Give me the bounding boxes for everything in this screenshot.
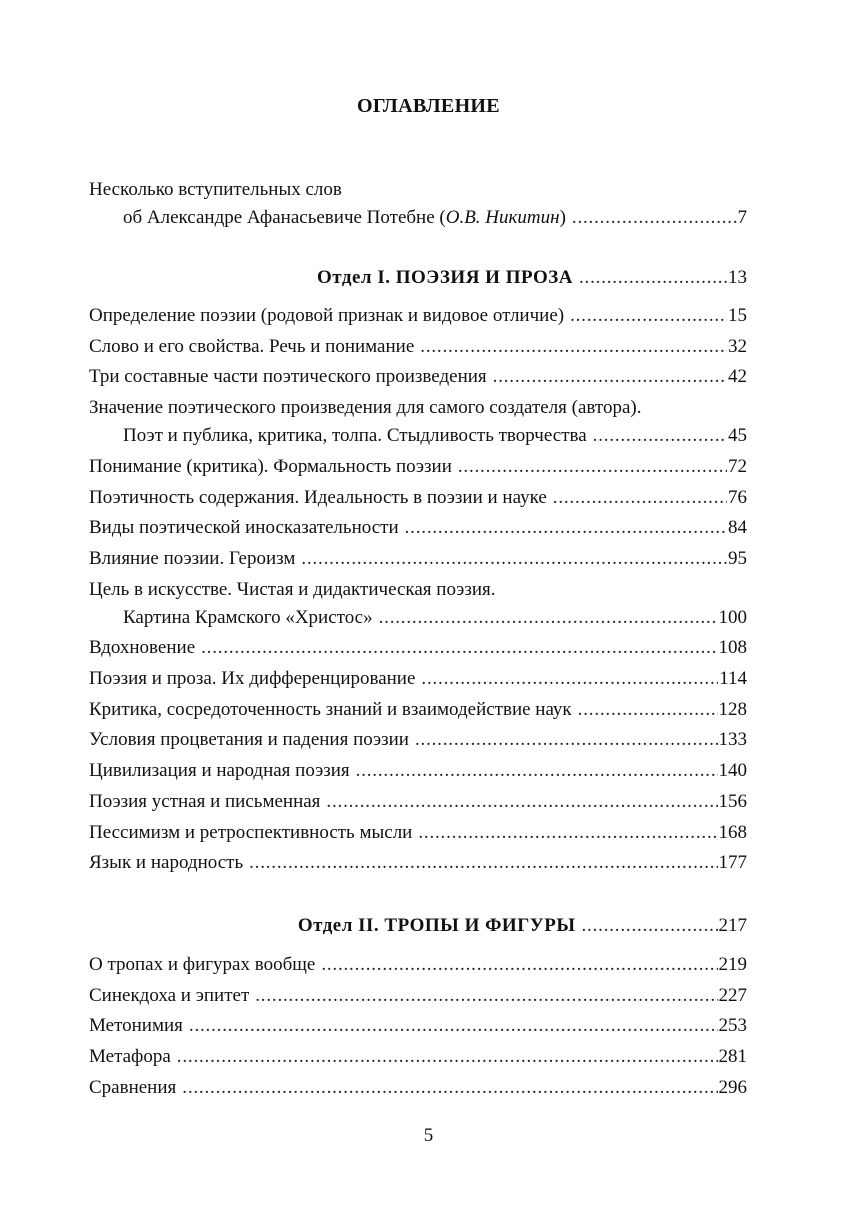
toc-entry-text: Синекдоха и эпитет <box>89 984 250 1006</box>
toc-page-number: 108 <box>718 637 747 659</box>
toc-entry-text: Виды поэтической иносказательности <box>89 517 399 539</box>
toc-entry-text: О тропах и фигурах вообще <box>89 954 316 975</box>
toc-page-number: 42 <box>728 366 747 388</box>
toc-entry[interactable] <box>89 984 747 1008</box>
dot-leader <box>578 698 718 722</box>
toc-entry[interactable] <box>89 821 747 845</box>
toc-page-number: 253 <box>718 1015 747 1037</box>
toc-entry[interactable] <box>89 759 747 783</box>
toc-entry[interactable] <box>89 547 747 571</box>
toc-page-number: 281 <box>718 1046 747 1068</box>
dot-leader <box>182 1076 717 1100</box>
toc-page-number: 219 <box>718 954 747 975</box>
toc-entry-text: Сравнения <box>89 1076 177 1098</box>
toc-entry-text: Картина Крамского «Христос» <box>123 606 373 628</box>
toc-entry-line1: Значение поэтического произведения для самого создателя (автора). <box>89 397 642 419</box>
section-title: Отдел I. ПОЭЗИЯ И ПРОЗА <box>317 267 573 288</box>
toc-page-number: 13 <box>728 267 747 288</box>
dot-leader <box>379 606 718 630</box>
toc-page-number: 7 <box>737 207 747 228</box>
toc-entry[interactable] <box>89 1014 747 1038</box>
toc-entry-line1: Цель в искусстве. Чистая и дидактическая поэзия. <box>89 578 496 600</box>
toc-page-number: 217 <box>718 915 747 936</box>
toc-entry-text: Поэзия устная и письменная <box>89 790 321 812</box>
toc-entry[interactable] <box>123 424 747 448</box>
toc-entry-text: Понимание (критика). Формальность поэзии <box>89 455 452 477</box>
toc-entry[interactable] <box>89 851 747 875</box>
toc-entry-intro[interactable] <box>123 206 747 230</box>
toc-entry[interactable] <box>89 304 747 328</box>
toc-page-number: 72 <box>728 455 747 477</box>
toc-entry-text: Критика, сосредоточенность знаний и взаимодействие наук <box>89 698 572 720</box>
toc-page-number: 227 <box>718 984 747 1006</box>
dot-leader <box>572 206 737 230</box>
toc-page-number: 84 <box>728 517 747 539</box>
page-title: ОГЛАВЛЕНИЕ <box>357 95 500 117</box>
dot-leader <box>418 821 717 845</box>
dot-leader <box>458 455 727 479</box>
toc-entry-text: Поэтичность содержания. Идеальность в поэзии и науке <box>89 486 547 508</box>
toc-entry-text: Поэзия и проза. Их дифференцирование <box>89 668 416 689</box>
toc-page-number: 114 <box>719 668 747 689</box>
toc-entry[interactable] <box>89 365 747 389</box>
toc-entry[interactable] <box>89 667 747 691</box>
toc-entry-text: об Александре Афанасьевиче Потебне (О.В. Никитин) <box>123 207 566 228</box>
toc-page-number: 133 <box>718 729 747 751</box>
dot-leader <box>415 728 718 752</box>
dot-leader <box>420 335 727 359</box>
toc-entry[interactable] <box>89 486 747 510</box>
toc-entry-text: Пессимизм и ретроспективность мысли <box>89 821 413 843</box>
dot-leader <box>570 304 727 328</box>
toc-entry-text: Цивилизация и народная поэзия <box>89 760 350 782</box>
toc-entry[interactable] <box>89 953 747 977</box>
section-title: Отдел II. ТРОПЫ И ФИГУРЫ <box>297 915 576 936</box>
toc-entry[interactable] <box>123 606 747 630</box>
dot-leader <box>177 1045 718 1069</box>
dot-leader <box>249 851 717 875</box>
toc-entry-text: Язык и народность <box>89 852 244 874</box>
toc-page-number: 168 <box>718 821 747 843</box>
toc-entry[interactable] <box>89 728 747 752</box>
toc-entry-text: Метонимия <box>89 1015 183 1037</box>
toc-page-number: 32 <box>728 335 747 357</box>
toc-entry[interactable] <box>89 516 747 540</box>
toc-entry[interactable] <box>89 790 747 814</box>
toc-page-number: 296 <box>718 1076 747 1098</box>
dot-leader <box>421 667 718 691</box>
dot-leader <box>553 486 727 510</box>
toc-entry[interactable] <box>89 1045 747 1069</box>
dot-leader <box>356 759 718 783</box>
dot-leader <box>255 984 717 1008</box>
toc-entry-text: Условия процветания и падения поэзии <box>89 729 409 751</box>
toc-entry-text: Определение поэзии (родовой признак и видовое отличие) <box>89 305 565 326</box>
dot-leader <box>405 516 727 540</box>
toc-page-number: 177 <box>718 852 747 874</box>
toc-entry-text: Поэт и публика, критика, толпа. Стыдливость творчества <box>123 425 587 447</box>
toc-entry-text: Вдохновение <box>89 637 196 659</box>
toc-entry-text: Метафора <box>89 1046 171 1068</box>
page-number: 5 <box>423 1125 434 1146</box>
toc-entry[interactable] <box>89 636 747 660</box>
toc-entry[interactable] <box>89 698 747 722</box>
toc-entry-intro-line1: Несколько вступительных слов <box>89 179 342 200</box>
dot-leader <box>301 547 727 571</box>
section-heading-1[interactable] <box>317 266 747 290</box>
toc-page-number: 140 <box>718 760 747 782</box>
dot-leader <box>493 365 727 389</box>
toc-entry[interactable] <box>89 455 747 479</box>
dot-leader <box>582 914 718 938</box>
toc-page-number: 95 <box>728 547 747 569</box>
toc-page-number: 15 <box>728 305 747 326</box>
dot-leader <box>189 1014 718 1038</box>
toc-entry-text: Влияние поэзии. Героизм <box>89 547 296 569</box>
toc-page-number: 45 <box>728 425 747 447</box>
author-name: О.В. Никитин <box>445 207 560 228</box>
toc-entry[interactable] <box>89 335 747 359</box>
toc-page-number: 100 <box>718 606 747 628</box>
dot-leader <box>593 424 727 448</box>
dot-leader <box>579 266 727 290</box>
section-heading-2[interactable] <box>298 914 747 938</box>
dot-leader <box>201 636 717 660</box>
toc-page-number: 76 <box>728 486 747 508</box>
toc-page-number: 156 <box>718 790 747 812</box>
toc-entry-text: Слово и его свойства. Речь и понимание <box>89 335 415 357</box>
toc-page-number: 128 <box>718 698 747 720</box>
toc-entry[interactable] <box>89 1076 747 1100</box>
dot-leader <box>321 953 717 977</box>
toc-entry-text: Три составные части поэтического произведения <box>89 366 487 388</box>
dot-leader <box>326 790 717 814</box>
